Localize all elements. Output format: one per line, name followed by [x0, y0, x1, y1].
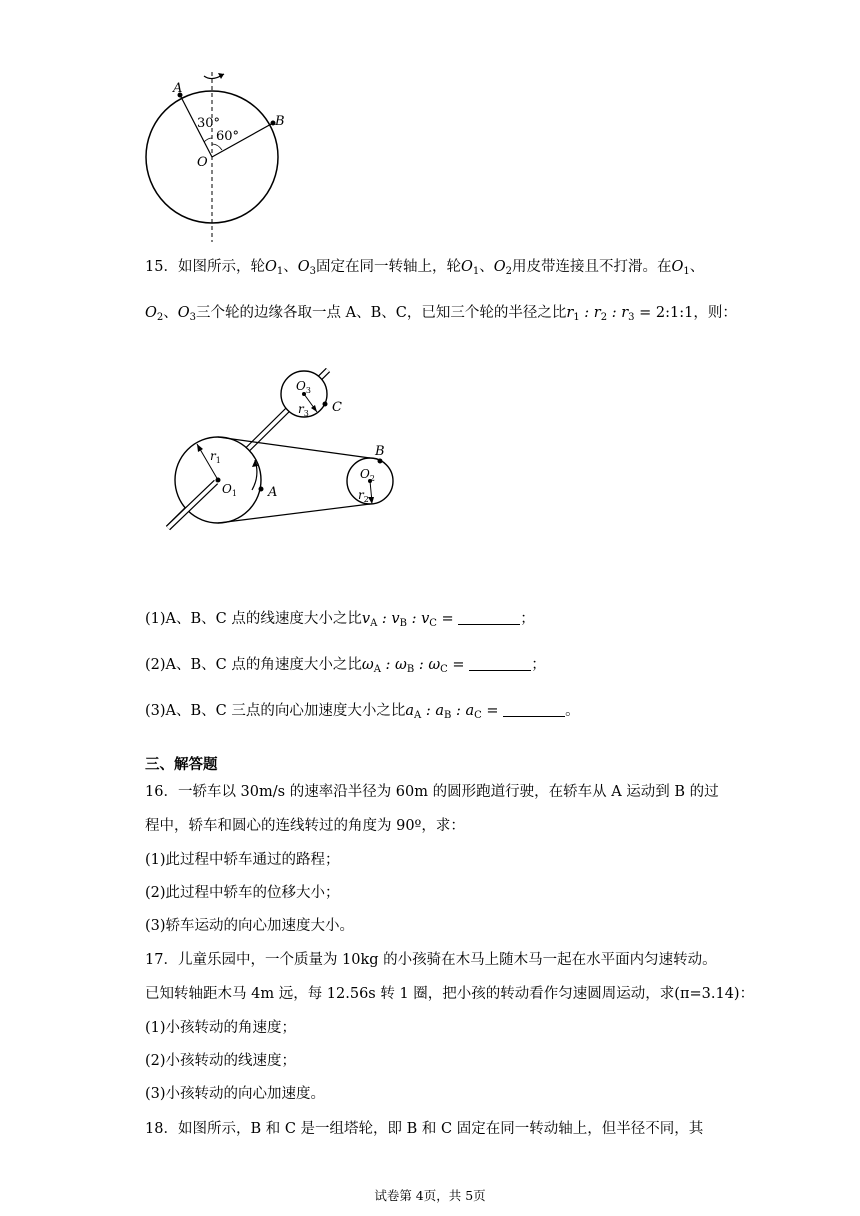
label-r1: $r_1$ [210, 449, 221, 465]
o3-symbol: $O_3$ [177, 305, 197, 323]
o1-symbol: $O_1$ [460, 259, 480, 277]
rotation-circle-figure [140, 70, 290, 250]
page-footer: 试卷第 4页，共 5页 [374, 1188, 486, 1203]
q15-line1 [145, 256, 704, 283]
label-C: C [332, 400, 342, 415]
label-r2: $r_2$ [358, 488, 369, 504]
answer-blank[interactable] [458, 610, 520, 625]
label-B: B [375, 444, 385, 459]
angle-label-60: 60° [216, 129, 240, 144]
o3-symbol: $O_3$ [297, 259, 316, 277]
o1-symbol: $O_1$ [671, 259, 690, 277]
answer-blank[interactable] [503, 702, 565, 717]
q17-sub3: (3)小孩转动的向心加速度。 [145, 1086, 326, 1102]
q18-line1: 18．如图所示，B 和 C 是一组塔轮，即 B 和 C 固定在同一转动轴上，但半径不同，其 [145, 1121, 704, 1137]
q15-sub1: (1)A、B、C 点的线速度大小之比$v_A$ : $v_B$ : $v_C$ = ； [145, 611, 535, 629]
q15-text: 、 [163, 305, 178, 321]
q16-sub2: (2)此过程中轿车的位移大小； [145, 885, 340, 901]
angle-arc-30 [204, 138, 212, 142]
angle-arc-60 [212, 144, 222, 150]
q15-text: 、 [689, 259, 705, 275]
q15-text: 固定在同一转轴上，轮 [315, 259, 461, 275]
o2-symbol: $O_2$ [145, 305, 164, 323]
q15-text: 用皮带连接且不打滑。在 [512, 259, 672, 275]
rotation-arrowhead-icon [218, 73, 224, 79]
o2-symbol: $O_2$ [493, 259, 513, 277]
q15-text: ，则： [693, 305, 737, 321]
point-C [323, 402, 328, 407]
q15-text: 、 [479, 259, 494, 275]
q16-line2: 程中，轿车和圆心的连线转过的角度为 90º，求： [145, 818, 465, 834]
point-B [378, 459, 383, 464]
q15-text: 、 [283, 259, 298, 275]
label-O1: $O_1$ [222, 482, 237, 498]
label-A: A [173, 81, 183, 96]
q16-sub1: (1)此过程中轿车通过的路程； [145, 852, 340, 868]
answer-blank[interactable] [469, 656, 531, 671]
q16-sub3: (3)轿车运动的向心加速度大小。 [145, 918, 355, 934]
omega-ratio: $\omega_A$ : $\omega_B$ : $\omega_C$ [361, 657, 448, 675]
q15-text: 三个轮的边缘各取一点 A、B、C，已知三个轮的半径之比 [196, 305, 567, 321]
q15-sub2: (2)A、B、C 点的角速度大小之比$\omega_A$ : $\omega_B$ : $\omega_C$ = ； [145, 657, 546, 675]
label-r3: $r_3$ [298, 402, 309, 418]
label-B: B [275, 114, 285, 129]
q17-sub1: (1)小孩转动的角速度； [145, 1020, 297, 1036]
angle-label-30: 30° [197, 116, 221, 131]
velocity-ratio: $v_A$ : $v_B$ : $v_C$ [361, 611, 437, 629]
label-O3: $O_3$ [296, 379, 311, 395]
label-O: O [197, 155, 208, 170]
q15-text: 15．如图所示，轮 [145, 259, 265, 275]
q15-text: = 2:1:1 [639, 305, 694, 321]
q15-sub3: (3)A、B、C 三点的向心加速度大小之比$a_A$ : $a_B$ : $a_C$ = 。 [145, 703, 580, 721]
q17-line2: 已知转轴距木马 4m 远，每 12.56s 转 1 圈，把小孩的转动看作匀速圆周运动，求(π=3.14)： [145, 986, 755, 1002]
section-title: 三、解答题 [145, 757, 218, 773]
q15-sub-text: (1)A、B、C 点的线速度大小之比 [145, 611, 362, 627]
pulley-figure [160, 368, 410, 538]
q15-sub-text: (2)A、B、C 点的角速度大小之比 [145, 657, 362, 673]
q15-line2 [145, 302, 737, 329]
label-O2: $O_2$ [360, 467, 375, 483]
point-A [259, 487, 264, 492]
radius-ratio: $r_1$ : $r_2$ : $r_3$ [566, 305, 635, 323]
o1-symbol: $O_1$ [264, 259, 284, 277]
q16-line1: 16．一轿车以 30m/s 的速率沿半径为 60m 的圆形跑道行驶，在轿车从 A 运动到 B 的过 [145, 784, 719, 800]
q15-sub-text: (3)A、B、C 三点的向心加速度大小之比 [145, 703, 406, 719]
label-A: A [268, 485, 278, 500]
q17-sub2: (2)小孩转动的线速度； [145, 1053, 297, 1069]
q17-line1: 17．儿童乐园中，一个质量为 10kg 的小孩骑在木马上随木马一起在水平面内匀速转动。 [145, 952, 717, 968]
acceleration-ratio: $a_A$ : $a_B$ : $a_C$ [405, 703, 482, 721]
